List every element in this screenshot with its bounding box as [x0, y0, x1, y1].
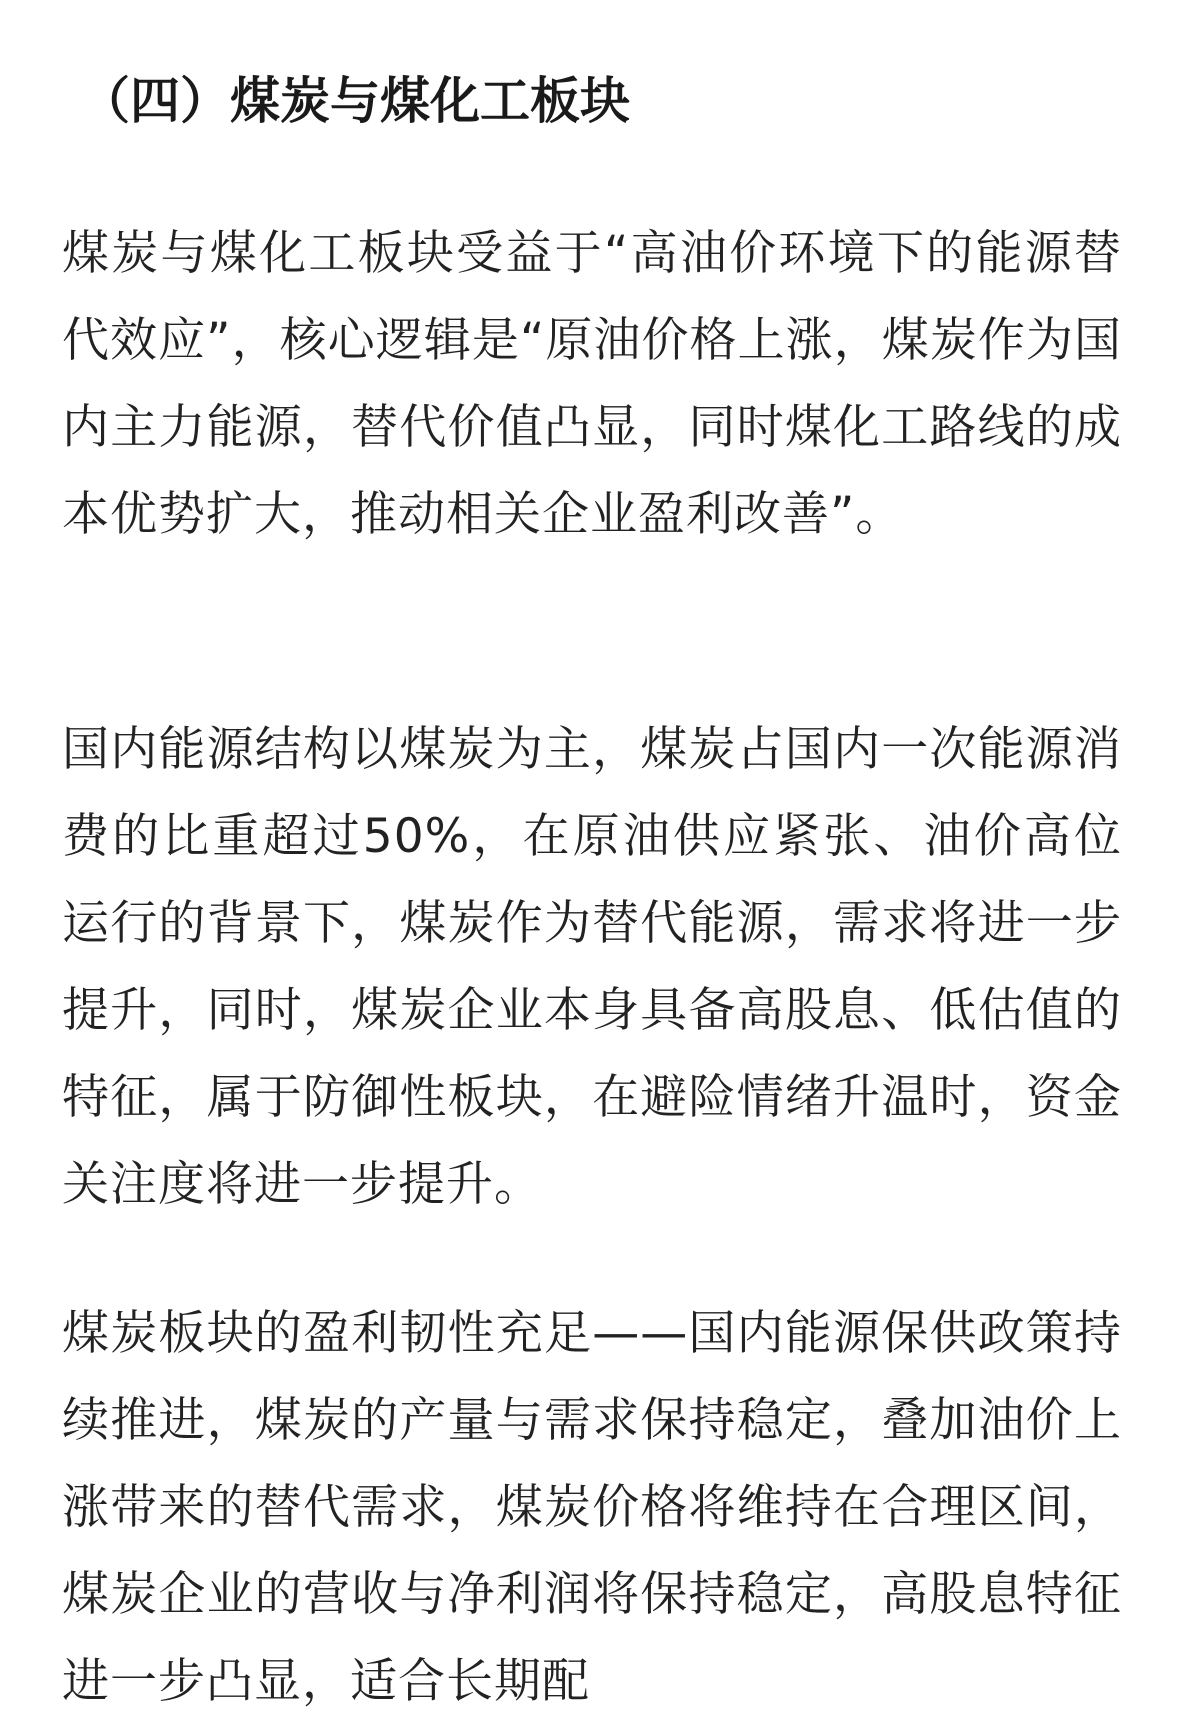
section-title: （四）煤炭与煤化工板块	[80, 72, 630, 130]
paragraph-profit-resilience: 煤炭板块的盈利韧性充足——国内能源保供政策持续推进，煤炭的产量与需求保持稳定，叠加油价上涨带来的替代需求，煤炭价格将维持在合理区间，煤炭企业的营收与净利润将保持稳定，高股息特征进一步凸显，适合长期配	[62, 1306, 1122, 1709]
paragraph-coal-substitution: 煤炭与煤化工板块受益于“高油价环境下的能源替代效应”，核心逻辑是“原油价格上涨，煤炭作为国内主力能源，替代价值凸显，同时煤化工路线的成本优势扩大，推动相关企业盈利改善”。	[62, 226, 1122, 542]
paragraph-energy-structure: 国内能源结构以煤炭为主，煤炭占国内一次能源消费的比重超过50%，在原油供应紧张、油价高位运行的背景下，煤炭作为替代能源，需求将进一步提升，同时，煤炭企业本身具备高股息、低估值的特征，属于防御性板块，在避险情绪升温时，资金关注度将进一步提升。	[62, 722, 1122, 1212]
